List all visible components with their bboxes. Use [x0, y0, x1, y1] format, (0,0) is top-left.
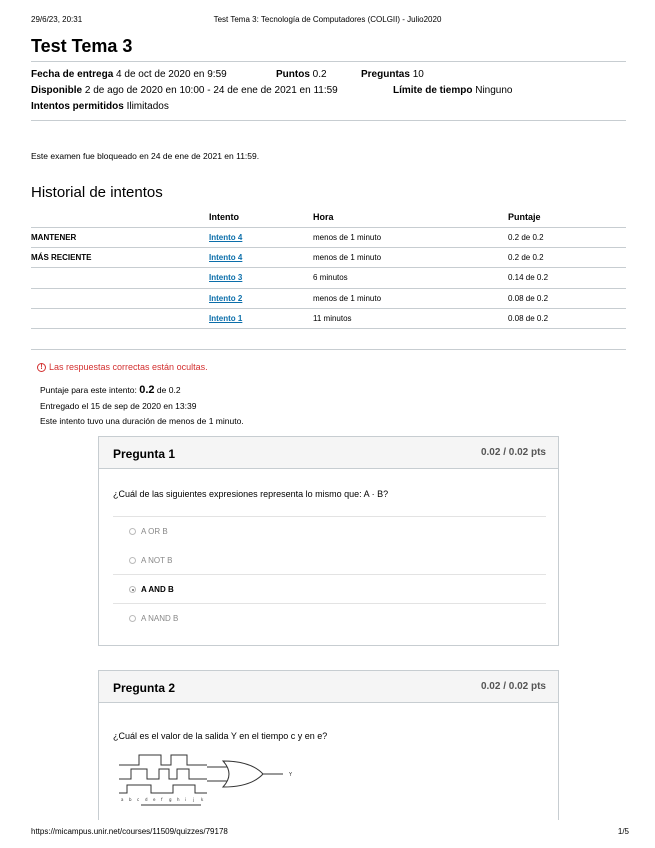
column-header: Intento — [209, 208, 313, 227]
attempt-score: 0.08 de 0.2 — [508, 288, 626, 308]
row-label — [31, 288, 209, 308]
attempt-score: 0.2 de 0.2 — [508, 227, 626, 247]
radio-icon[interactable] — [129, 615, 136, 622]
time-label: e — [153, 797, 156, 802]
attempt-time: 6 minutos — [313, 268, 508, 288]
attempt-link[interactable]: Intento 4 — [209, 232, 243, 242]
attempts-allowed: Intentos permitidos Ilimitados — [31, 101, 169, 112]
available: Disponible 2 de ago de 2020 en 10:00 - 24 de ene de 2021 en 11:59 — [31, 85, 338, 96]
question-count: Preguntas 10 — [361, 69, 424, 80]
time-label: i — [185, 797, 187, 802]
column-header — [31, 208, 209, 227]
points: Puntos 0.2 — [276, 69, 327, 80]
attempt-link[interactable]: Intento 2 — [209, 293, 243, 303]
footer-url: https://micampus.unir.net/courses/11509/quizzes/79178 — [31, 827, 228, 836]
answer-option[interactable]: A NOT B — [129, 556, 172, 565]
timing-diagram — [111, 749, 311, 811]
answer-option[interactable]: A OR B — [129, 527, 168, 536]
time-limit: Límite de tiempo Ninguno — [393, 85, 513, 96]
duration-note: Este intento tuvo una duración de menos de 1 minuto. — [40, 416, 244, 426]
attempt-time: menos de 1 minuto — [313, 247, 508, 267]
divider — [113, 603, 546, 604]
radio-selected-icon[interactable] — [129, 586, 136, 593]
time-label: a — [121, 797, 124, 802]
time-label: g — [169, 797, 172, 802]
question-text: ¿Cuál es el valor de la salida Y en el tiempo c y en e? — [113, 731, 328, 741]
attempt-link[interactable]: Intento 1 — [209, 314, 243, 324]
question-header — [99, 671, 558, 703]
question-title: Pregunta 2 — [113, 681, 176, 695]
attempt-score: 0.14 de 0.2 — [508, 268, 626, 288]
table-row — [31, 227, 626, 247]
table-header-row — [31, 208, 626, 227]
question-card — [98, 670, 559, 820]
answer-option[interactable]: A NAND B — [129, 614, 178, 623]
attempt-time: menos de 1 minuto — [313, 288, 508, 308]
divider — [31, 120, 626, 121]
print-date: 29/6/23, 20:31 — [31, 15, 83, 24]
attempt-score: 0.08 de 0.2 — [508, 309, 626, 329]
time-label: k — [201, 797, 204, 802]
question-text: ¿Cuál de las siguientes expresiones representa lo mismo que: A · B? — [113, 489, 389, 499]
row-label — [31, 268, 209, 288]
time-label: j — [193, 797, 195, 802]
table-row — [31, 288, 626, 308]
page-number: 1/5 — [617, 827, 629, 836]
column-header: Puntaje — [508, 208, 626, 227]
warning-icon: ! — [37, 363, 46, 372]
row-label: MANTENER — [31, 227, 209, 247]
answer-option-selected[interactable]: A AND B — [129, 585, 174, 594]
table-row — [31, 309, 626, 329]
column-header: Hora — [313, 208, 508, 227]
divider — [113, 516, 546, 517]
attempt-score: 0.2 de 0.2 — [508, 247, 626, 267]
locked-note: Este examen fue bloqueado en 24 de ene de 2021 en 11:59. — [31, 151, 260, 161]
divider — [31, 61, 626, 62]
divider — [113, 574, 546, 575]
radio-icon[interactable] — [129, 557, 136, 564]
history-title: Historial de intentos — [31, 184, 163, 201]
output-label: Y — [289, 772, 293, 778]
time-label: c — [137, 797, 140, 802]
question-points: 0.02 / 0.02 pts — [480, 447, 546, 458]
attempt-score: Puntaje para este intento: 0.2 de 0.2 — [40, 384, 181, 396]
time-label: b — [129, 797, 132, 802]
question-points: 0.02 / 0.02 pts — [480, 681, 546, 692]
attempt-history-table — [31, 208, 626, 350]
row-label — [31, 309, 209, 329]
page-title: Test Tema 3 — [31, 36, 133, 56]
question-header — [99, 437, 558, 469]
time-label: f — [161, 797, 163, 802]
row-label: MÁS RECIENTE — [31, 247, 209, 267]
attempt-link[interactable]: Intento 4 — [209, 253, 243, 263]
question-title: Pregunta 1 — [113, 447, 176, 461]
attempt-time: menos de 1 minuto — [313, 227, 508, 247]
answers-hidden-note: ! Las respuestas correctas están ocultas. — [37, 362, 208, 372]
question-card — [98, 436, 559, 646]
table-row — [31, 247, 626, 267]
table-row — [31, 329, 626, 349]
time-label: d — [145, 797, 148, 802]
due-date: Fecha de entrega 4 de oct de 2020 en 9:59 — [31, 69, 227, 80]
time-label: h — [177, 797, 180, 802]
attempt-link[interactable]: Intento 3 — [209, 273, 243, 283]
print-title: Test Tema 3: Tecnología de Computadores (COLGII) - Julio2020 — [213, 15, 442, 24]
table-row — [31, 268, 626, 288]
radio-icon[interactable] — [129, 528, 136, 535]
attempt-time: 11 minutos — [313, 309, 508, 329]
submitted-note: Entregado el 15 de sep de 2020 en 13:39 — [40, 401, 197, 411]
